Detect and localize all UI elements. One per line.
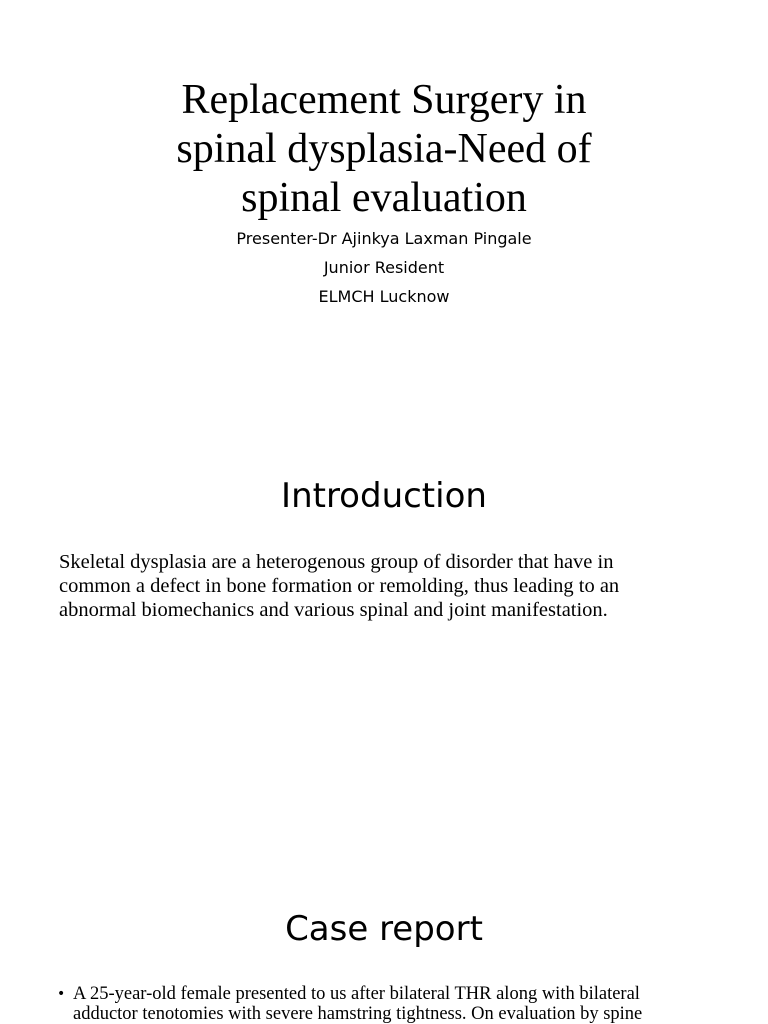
bullet-item <box>57 984 697 1024</box>
introduction-paragraph <box>59 550 719 622</box>
slide-title <box>0 76 768 223</box>
paragraph-line: common a defect in bone formation or remolding, thus leading to an <box>59 575 620 597</box>
slide-title-line: Replacement Surgery in <box>181 77 587 123</box>
case-report-bullets <box>57 984 697 1024</box>
bullet-line: A 25-year-old female presented to us after bilateral THR along with bilateral <box>73 984 640 1004</box>
bullet-line: adductor tenotomies with severe hamstring tightness. On evaluation by spine <box>73 1004 643 1024</box>
slide-title-line: spinal evaluation <box>241 175 527 221</box>
slide-title-line: spinal dysplasia-Need of <box>176 126 592 172</box>
presenter-name: Presenter-Dr Ajinkya Laxman Pingale <box>236 229 532 248</box>
paragraph-line: Skeletal dysplasia are a heterogenous group of disorder that have in <box>59 551 614 573</box>
presenter-institution: ELMCH Lucknow <box>318 287 450 306</box>
presenter-role: Junior Resident <box>323 258 445 277</box>
introduction-heading: Introduction <box>281 476 487 516</box>
paragraph-line: abnormal biomechanics and various spinal and joint manifestation. <box>59 599 608 621</box>
case-report-heading: Case report <box>285 909 483 949</box>
bullet-icon: • <box>57 986 66 1002</box>
